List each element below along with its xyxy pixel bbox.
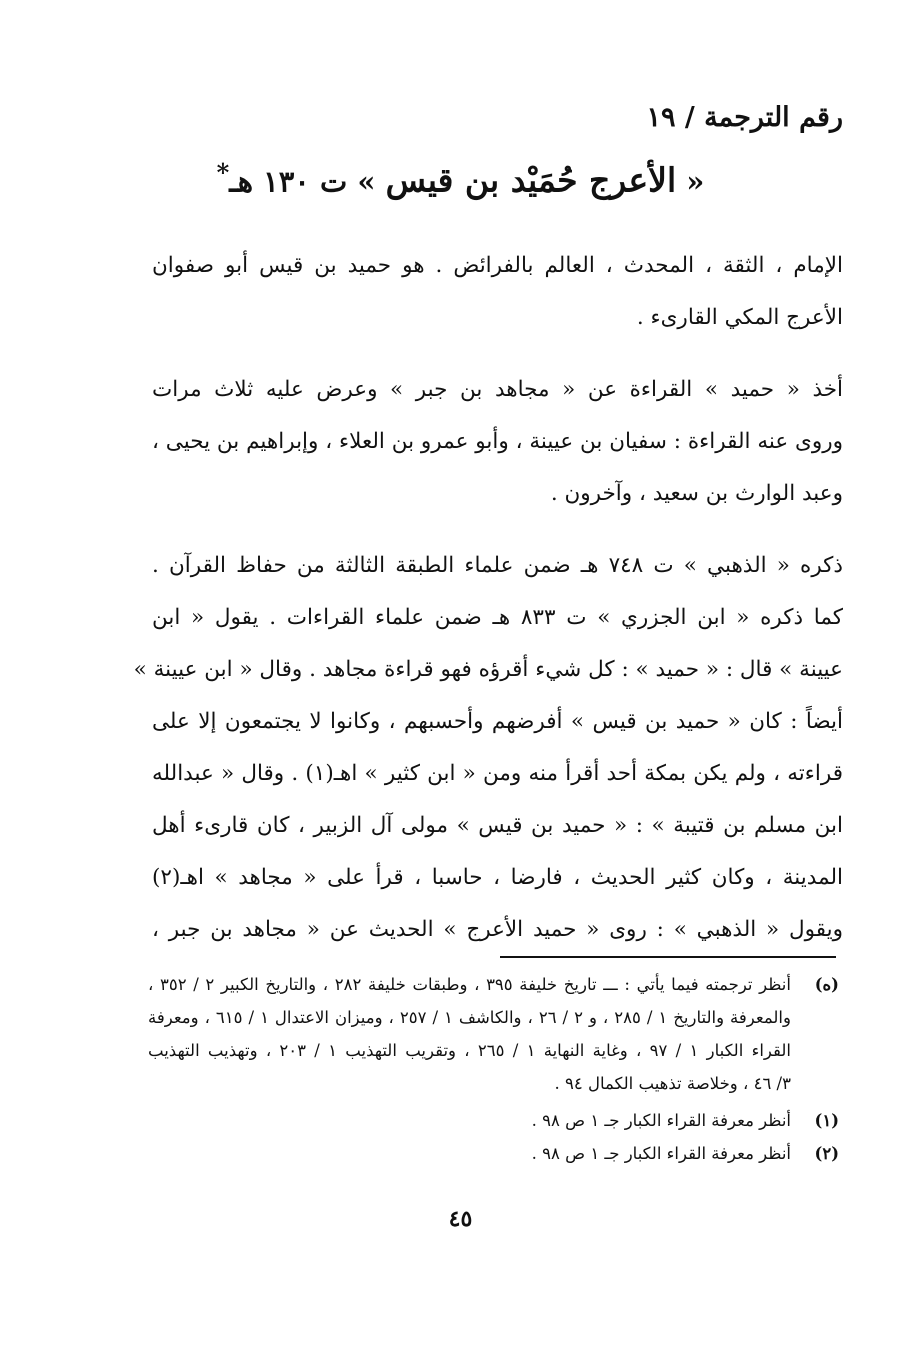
footnote-line: ٣/ ٤٦ ، وخلاصة تذهيب الكمال ٩٤ . xyxy=(554,1074,791,1093)
footnote-star xyxy=(148,968,839,1100)
title-death-date: ت ١٣٠ هـ xyxy=(229,164,348,199)
footnote-mark: (٢) xyxy=(814,1144,839,1163)
text-line: المدينة ، وكان كثير الحديث ، فارضا ، حاسبا ، قرأ على « مجاهد » اهـ(٢) xyxy=(152,865,843,890)
footnote-line: أنظر ترجمته فيما يأتي : ـــ تاريخ خليفة ٣٩٥ ، وطبقات خليفة ٢٨٢ ، والتاريخ الكبير ٢ / ٣٥٢ ، xyxy=(148,975,791,994)
biography-number: رقم الترجمة / ١٩ xyxy=(646,102,843,133)
text-line: الإمام ، الثقة ، المحدث ، العالم بالفرائض . هو حميد بن قيس أبو صفوان xyxy=(152,253,843,278)
title-open-quote: « xyxy=(686,164,705,199)
text-line: ابن مسلم بن قتيبة » : « حميد بن قيس » مولى آل الزبير ، كان قارىء أهل xyxy=(152,813,843,838)
paragraph-mentions xyxy=(133,540,844,956)
footnote-line: أنظر معرفة القراء الكبار جـ ١ ص ٩٨ . xyxy=(531,1111,791,1130)
body-text xyxy=(133,240,844,976)
page-number: ٤٥ xyxy=(448,1206,473,1232)
paragraph-teachers xyxy=(152,364,843,520)
text-line: الأعرج المكي القارىء . xyxy=(636,305,843,330)
title-note-mark: * xyxy=(216,158,230,187)
biography-title xyxy=(0,158,921,200)
footnote-1 xyxy=(148,1104,839,1137)
text-line: ذكره « الذهبي » ت ٧٤٨ هـ ضمن علماء الطبقة الثالثة من حفاظ القرآن . xyxy=(152,553,843,578)
footnote-mark: (ه) xyxy=(814,975,839,994)
footnote-line: أنظر معرفة القراء الكبار جـ ١ ص ٩٨ . xyxy=(531,1144,791,1163)
footnotes xyxy=(148,968,839,1170)
footnote-text xyxy=(148,968,791,1100)
text-line: أخذ « حميد » القراءة عن « مجاهد بن جبر » وعرض عليه ثلاث مرات xyxy=(152,377,843,402)
footnote-text xyxy=(148,1137,791,1170)
footnote-text xyxy=(148,1104,791,1137)
text-line: أيضاً : كان « حميد بن قيس » أفرضهم وأحسبهم ، وكانوا لا يجتمعون إلا على xyxy=(152,709,843,734)
footnote-line: القراء الكبار ١ / ٩٧ ، وغاية النهاية ١ / ٢٦٥ ، وتقريب التهذيب ١ / ٢٠٣ ، وتهذيب التهذيب xyxy=(148,1041,791,1060)
text-line: عيينة » قال : « حميد » : كل شيء أقرؤه فهو قراءة مجاهد . وقال « ابن عيينة » xyxy=(133,657,843,682)
text-line: قراءته ، ولم يكن بمكة أحد أقرأ منه ومن « ابن كثير » اهـ(١) . وقال « عبدالله xyxy=(152,761,843,786)
text-line: وروى عنه القراءة : سفيان بن عيينة ، وأبو عمرو بن العلاء ، وإبراهيم بن يحيى ، xyxy=(152,429,843,454)
footnote-divider xyxy=(500,956,836,958)
footnote-mark: (١) xyxy=(814,1111,839,1130)
text-line: كما ذكره « ابن الجزري » ت ٨٣٣ هـ ضمن علماء القراءات . يقول « ابن xyxy=(152,605,844,630)
title-name: الأعرج حُمَيْد بن قيس xyxy=(385,160,677,200)
title-close-quote: » xyxy=(357,164,376,199)
footnote-line: والمعرفة والتاريخ ١ / ٢٨٥ ، و ٢ / ٢٦ ، والكاشف ١ / ٢٥٧ ، وميزان الاعتدال ١ / ٦١٥ ، ومعرفة xyxy=(148,1008,791,1027)
text-line: وعبد الوارث بن سعيد ، وآخرون . xyxy=(550,481,843,506)
text-line: ويقول « الذهبي » : روى « حميد الأعرج » الحديث عن « مجاهد بن جبر ، xyxy=(152,917,843,942)
footnote-2 xyxy=(148,1137,839,1170)
paragraph-intro xyxy=(152,240,843,344)
